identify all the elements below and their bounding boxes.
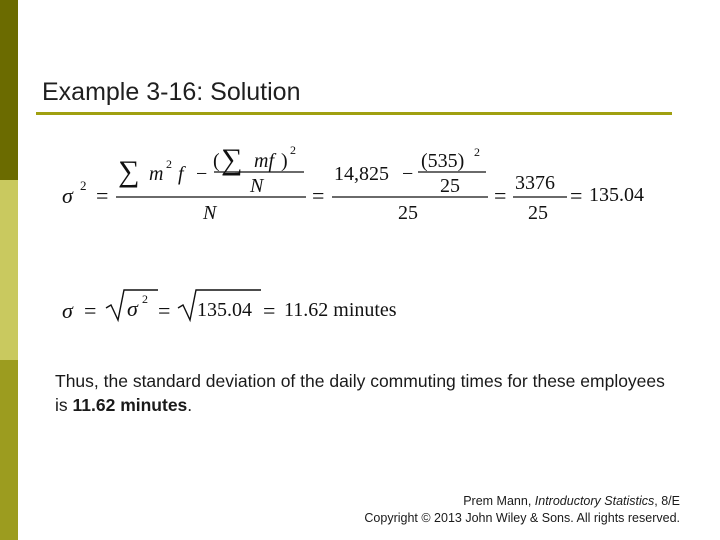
variance-equals-1: = <box>96 183 109 208</box>
inner-open-paren: ( <box>213 150 220 172</box>
variance-lhs-exponent: 2 <box>80 178 87 193</box>
sd-result: 11.62 minutes <box>284 299 397 321</box>
standard-deviation-equation <box>62 290 397 323</box>
sd-equals-3: = <box>263 298 276 323</box>
inner-exponent: 2 <box>290 143 296 157</box>
inner-mf: mf <box>254 150 274 172</box>
conclusion-prefix: Thus, the standard deviation of the daily commuting times for these employees is <box>55 371 665 415</box>
variance-result: 135.04 <box>589 184 644 206</box>
inner-close-paren: ) <box>281 150 288 172</box>
third-numerator: 3376 <box>515 172 555 194</box>
main-denominator-1: N <box>203 202 217 224</box>
second-inner-numerator: (535) <box>421 150 465 172</box>
variance-equals-3: = <box>494 183 507 208</box>
third-denominator: 25 <box>528 202 548 224</box>
sd-sqrt-value: 135.04 <box>197 299 252 321</box>
sum-symbol-2: ∑ <box>221 143 243 176</box>
sd-equals-1: = <box>84 298 97 323</box>
variance-equals-4: = <box>570 183 583 208</box>
variance-equals-2: = <box>312 183 325 208</box>
footer-book-title: Introductory Statistics <box>534 494 655 508</box>
inner-denominator: N <box>250 175 264 197</box>
footer <box>364 493 680 527</box>
conclusion-suffix: . <box>187 395 193 415</box>
sd-lhs: σ <box>62 298 73 323</box>
conclusion-highlight: 11.62 minutes <box>72 395 188 415</box>
numerator-minus: − <box>196 163 208 185</box>
sd-sqrt-exponent: 2 <box>142 292 148 306</box>
variance-equation <box>62 143 644 224</box>
footer-author: Prem Mann, <box>463 494 535 508</box>
footer-citation <box>364 493 680 510</box>
second-numerator-value: 14,825 <box>334 163 389 185</box>
footer-edition: , 8/E <box>654 494 680 508</box>
numerator-m-exponent: 2 <box>166 157 172 171</box>
conclusion-text <box>55 369 675 417</box>
footer-copyright: Copyright © 2013 John Wiley & Sons. All rights reserved. <box>364 511 680 525</box>
sd-sqrt-argument: σ <box>127 296 138 321</box>
slide-title: Example 3-16: Solution <box>42 78 301 106</box>
second-inner-denominator: 25 <box>440 175 460 197</box>
second-inner-exponent: 2 <box>474 145 480 159</box>
sum-symbol-1: ∑ <box>118 155 140 188</box>
sd-equals-2: = <box>158 298 171 323</box>
numerator-m: m <box>149 163 164 185</box>
second-denominator: 25 <box>398 202 418 224</box>
numerator-f: f <box>178 163 184 185</box>
second-numerator-minus: − <box>402 163 414 185</box>
variance-lhs: σ <box>62 183 73 208</box>
